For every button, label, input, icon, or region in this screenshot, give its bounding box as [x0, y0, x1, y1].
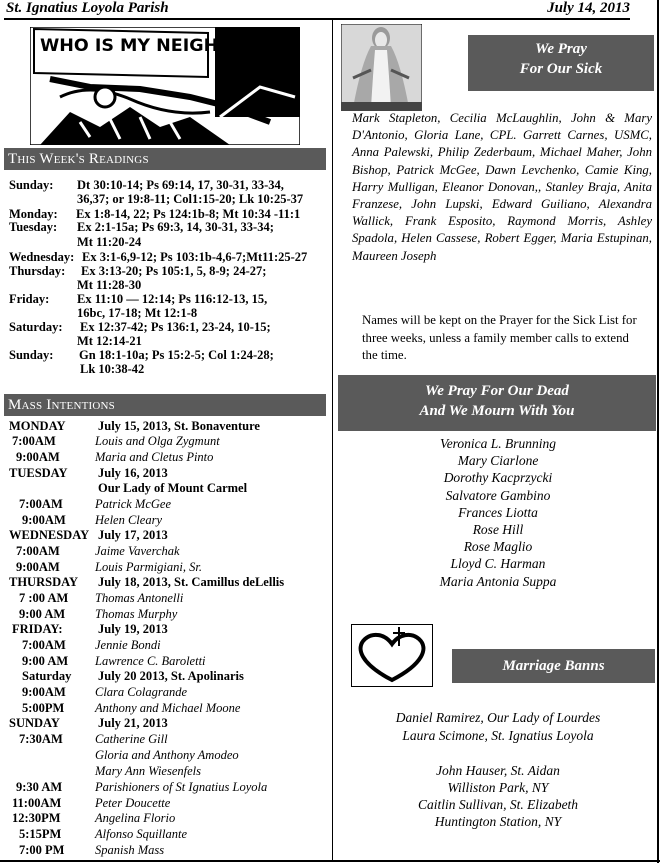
mary-statue-image [341, 24, 422, 111]
sick-names: Mark Stapleton, Cecilia McLaughlin, John & Mary D'Antonio, Gloria Lane, CPL. Garrett Carnes, USMC, Anna Palewski, Philip Zederbaum, Michael Maher, John Bishop, Patrick McGee, Dawn Levchenko, Camie King, Harry Mulligan, Eleanor Donovan,, Stanley Braja, Anita Franzese, John Lupski, Edward Guiliano, Alexandra Wallick, Frank Esposito, Raymond Morris, Ashley Spadola, Helen Cassese, Robert Egger, Maria Estupinan, Maureen Joseph [352, 111, 652, 263]
mass-intention: Mary Ann Wiesenfels [95, 764, 201, 778]
mass-intention: Clara Colagrande [95, 685, 188, 699]
bulletin-date: July 14, 2013 [547, 0, 630, 16]
dead-banner-line-1: We Pray For Our Dead [425, 383, 569, 399]
mass-intention: Peter Doucette [95, 796, 171, 810]
reading-citation: Ex 11:10 — 12:14; Ps 116:12-13, 15, [77, 292, 268, 306]
pray-for-dead-banner [338, 375, 656, 431]
mass-time: MONDAY [9, 419, 66, 433]
heart-cross-logo [351, 624, 433, 687]
sick-banner-line-1: We Pray [535, 41, 587, 57]
mass-time: 7:00AM [19, 497, 63, 511]
parish-name: St. Ignatius Loyola Parish [6, 0, 169, 16]
mass-time: 9:00 AM [19, 607, 66, 621]
mass-intention: July 15, 2013, St. Bonaventure [98, 419, 260, 433]
mass-intention: Louis Parmigiani, Sr. [95, 560, 202, 574]
mass-time: 12:30PM [12, 811, 61, 825]
mass-time: WEDNESDAY [9, 528, 90, 542]
sick-banner-line-2: For Our Sick [519, 61, 603, 77]
reading-day: Wednesday: [9, 250, 75, 264]
reading-citation: Dt 30:10-14; Ps 69:14, 17, 30-31, 33-34, [77, 178, 284, 192]
reading-citation: Ex 3:13-20; Ps 105:1, 5, 8-9; 24-27; [81, 264, 267, 278]
mass-time: 9:00AM [22, 685, 66, 699]
reading-citation: Mt 11:20-24 [77, 235, 142, 249]
reading-citation: Lk 10:38-42 [80, 362, 145, 376]
mass-time: THURSDAY [9, 575, 79, 589]
mass-time: 7:00AM [12, 434, 56, 448]
mass-intention: Gloria and Anthony Amodeo [95, 748, 239, 762]
reading-day: Sunday: [9, 348, 54, 362]
reading-citation: 16bc, 17-18; Mt 12:1-8 [77, 306, 198, 320]
reading-day: Monday: [9, 207, 58, 221]
banns-line: Laura Scimone, St. Ignatius Loyola [402, 728, 594, 743]
deceased-name: Rose Maglio [463, 539, 533, 555]
mass-intention: Alfonso Squillante [95, 827, 188, 841]
mass-time: 5:00PM [22, 701, 65, 715]
mass-time: 5:15PM [19, 827, 62, 841]
reading-citation: Ex 1:8-14, 22; Ps 124:1b-8; Mt 10:34 -11:1 [76, 207, 301, 221]
reading-citation: Mt 12:14-21 [77, 334, 142, 348]
marriage-banns-banner: Marriage Banns [452, 649, 655, 683]
mass-intention: July 21, 2013 [98, 716, 168, 730]
pray-for-sick-banner [468, 35, 654, 91]
mass-time: SUNDAY [9, 716, 60, 730]
mass-time: TUESDAY [9, 466, 68, 480]
mass-intention: Jennie Bondi [95, 638, 161, 652]
mass-intention: Louis and Olga Zygmunt [95, 434, 220, 448]
mass-intention: Jaime Vaverchak [95, 544, 180, 558]
mass-time: 7 :00 AM [19, 591, 69, 605]
reading-day: Saturday: [9, 320, 63, 334]
reading-citation: Mt 11:28-30 [77, 278, 142, 292]
mass-intention: July 16, 2013 [98, 466, 168, 480]
reading-day: Sunday: [9, 178, 54, 192]
header-rule [4, 18, 630, 20]
mass-time: 9:00 AM [22, 654, 69, 668]
banns-line: John Hauser, St. Aidan [436, 763, 560, 778]
mass-time: Saturday [22, 669, 72, 683]
mass-intention: Helen Cleary [95, 513, 162, 527]
reading-day: Tuesday: [9, 220, 58, 234]
column-divider [332, 20, 333, 860]
mass-intention: July 20 2013, St. Apolinaris [98, 669, 244, 683]
mass-time: 7:30AM [19, 732, 63, 746]
neighbor-art-caption: WHO IS MY NEIGHBOR? [40, 36, 270, 56]
deceased-name: Lloyd C. Harman [450, 556, 546, 572]
who-is-my-neighbor-illustration [30, 27, 300, 145]
mass-time: FRIDAY: [12, 622, 63, 636]
deceased-name: Rose Hill [472, 522, 524, 537]
reading-day: Thursday: [9, 264, 66, 278]
mass-intention: Lawrence C. Baroletti [95, 654, 206, 668]
sick-list-note: Names will be kept on the Prayer for the Sick List for three weeks, unless a family member calls to extend the time. [362, 313, 637, 363]
deceased-name: Salvatore Gambino [445, 487, 551, 503]
mass-intention: Spanish Mass [95, 843, 165, 857]
banns-line: Williston Park, NY [447, 780, 549, 795]
mass-intention: Angelina Florio [95, 811, 176, 825]
reading-citation: Ex 12:37-42; Ps 136:1, 23-24, 10-15; [80, 320, 271, 334]
mass-time: 9:00AM [22, 513, 66, 527]
reading-citation: 36,37; or 19:8-11; Col1:15-20; Lk 10:25-37 [77, 192, 304, 206]
mass-intention: Our Lady of Mount Carmel [98, 481, 248, 495]
mass-intentions-heading: Mass Intentions [4, 394, 326, 416]
reading-day: Friday: [9, 292, 50, 306]
mass-intention: Parishioners of St Ignatius Loyola [95, 780, 268, 794]
reading-citation: Gn 18:1-10a; Ps 15:2-5; Col 1:24-28; [79, 348, 274, 362]
mass-intention: Maria and Cletus Pinto [95, 450, 214, 464]
deceased-name: Dorothy Kacprzycki [443, 470, 553, 486]
readings-heading: This Week's Readings [4, 148, 326, 170]
mass-intention: Thomas Murphy [95, 607, 178, 621]
banns-line: Caitlin Sullivan, St. Elizabeth [417, 797, 579, 812]
banns-line: Daniel Ramirez, Our Lady of Lourdes [395, 710, 601, 725]
mass-intention: July 17, 2013 [98, 528, 168, 542]
page-frame-bottom [0, 860, 660, 862]
mass-time: 9:00AM [16, 450, 60, 464]
deceased-name: Frances Liotta [458, 504, 538, 520]
mass-intention: Thomas Antonelli [95, 591, 184, 605]
mass-time: 7:00 PM [19, 843, 65, 857]
reading-citation: Ex 2:1-15a; Ps 69:3, 14, 30-31, 33-34; [77, 220, 274, 234]
dead-banner-line-2: And We Mourn With You [419, 403, 575, 419]
mass-intention: Catherine Gill [95, 732, 168, 746]
deceased-name: Maria Antonia Suppa [439, 573, 557, 589]
mass-time: 9:30 AM [16, 780, 63, 794]
mass-time: 7:00AM [16, 544, 60, 558]
mass-intention: Patrick McGee [95, 497, 172, 511]
mass-intention: July 19, 2013 [98, 622, 168, 636]
mass-intention: July 18, 2013, St. Camillus deLellis [98, 575, 285, 589]
deceased-name: Veronica L. Brunning [439, 436, 557, 451]
mass-time: 11:00AM [12, 796, 62, 810]
deceased-name: Mary Ciarlone [457, 453, 539, 469]
banns-line: Huntington Station, NY [434, 814, 562, 829]
mass-time: 7:00AM [22, 638, 66, 652]
reading-citation: Ex 3:1-6,9-12; Ps 103:1b-4,6-7;Mt11:25-27 [82, 250, 308, 264]
mass-time: 9:00AM [16, 560, 60, 574]
mass-intention: Anthony and Michael Moone [95, 701, 241, 715]
